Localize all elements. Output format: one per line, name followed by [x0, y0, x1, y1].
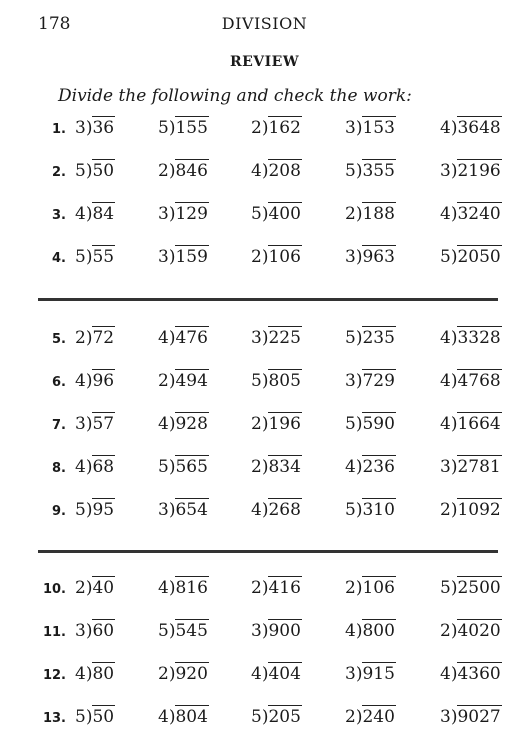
- divisor: 3: [345, 118, 356, 138]
- problem-row: [0, 498, 529, 526]
- division-problem: [345, 705, 396, 729]
- divisor: 4: [440, 204, 451, 224]
- division-problem: [75, 455, 115, 479]
- row-number: 7.: [52, 418, 66, 433]
- dividend: 3648: [457, 118, 501, 138]
- dividend: 225: [268, 328, 301, 348]
- problem-row: [0, 619, 529, 647]
- division-problem: [251, 619, 302, 643]
- divisor: 4: [75, 371, 86, 391]
- divisor: 3: [158, 500, 169, 520]
- division-problem: [251, 369, 302, 393]
- division-problem: [158, 705, 209, 729]
- division-bracket-icon: ): [450, 621, 458, 641]
- division-problem: [75, 412, 115, 436]
- divisor: 4: [440, 328, 451, 348]
- division-bracket-icon: ): [355, 707, 363, 727]
- division-bracket-icon: ): [261, 328, 269, 348]
- row-number: 5.: [52, 332, 66, 347]
- division-problem: [440, 705, 502, 729]
- division-problem: [345, 662, 396, 686]
- row-number: 11.: [42, 625, 66, 640]
- row-number: 2.: [52, 165, 66, 180]
- division-problem: [440, 455, 502, 479]
- division-problem: [440, 116, 502, 140]
- division-problem: [251, 159, 302, 183]
- division-bracket-icon: ): [261, 621, 269, 641]
- division-problem: [345, 326, 396, 350]
- division-bracket-icon: ): [85, 664, 93, 684]
- divisor: 2: [251, 578, 262, 598]
- section-divider: [38, 550, 498, 553]
- divisor: 2: [251, 414, 262, 434]
- dividend: 50: [92, 161, 115, 181]
- division-problem: [345, 159, 396, 183]
- dividend: 310: [362, 500, 395, 520]
- divisor: 5: [251, 204, 262, 224]
- divisor: 3: [158, 247, 169, 267]
- division-bracket-icon: ): [168, 414, 176, 434]
- division-bracket-icon: ): [168, 707, 176, 727]
- division-bracket-icon: ): [450, 664, 458, 684]
- division-problem: [251, 455, 302, 479]
- division-bracket-icon: ): [355, 161, 363, 181]
- division-bracket-icon: ): [85, 161, 93, 181]
- dividend: 565: [175, 457, 208, 477]
- division-bracket-icon: ): [168, 118, 176, 138]
- division-bracket-icon: ): [168, 578, 176, 598]
- division-problem: [440, 326, 502, 350]
- problem-row: [0, 412, 529, 440]
- divisor: 5: [345, 500, 356, 520]
- division-problem: [251, 202, 302, 226]
- division-problem: [75, 705, 115, 729]
- problem-row: [0, 705, 529, 733]
- dividend: 3328: [457, 328, 501, 348]
- dividend: 72: [92, 328, 115, 348]
- division-bracket-icon: ): [450, 371, 458, 391]
- divisor: 4: [440, 414, 451, 434]
- division-bracket-icon: ): [168, 500, 176, 520]
- division-bracket-icon: ): [355, 414, 363, 434]
- division-bracket-icon: ): [450, 247, 458, 267]
- row-number: 13.: [42, 711, 66, 726]
- dividend: 2500: [457, 578, 501, 598]
- problem-row: [0, 202, 529, 230]
- dividend: 400: [268, 204, 301, 224]
- divisor: 2: [345, 204, 356, 224]
- divisor: 4: [251, 161, 262, 181]
- dividend: 235: [362, 328, 395, 348]
- division-problem: [158, 576, 209, 600]
- division-problem: [345, 202, 396, 226]
- division-bracket-icon: ): [450, 500, 458, 520]
- division-bracket-icon: ): [261, 414, 269, 434]
- dividend: 3240: [457, 204, 501, 224]
- division-bracket-icon: ): [355, 578, 363, 598]
- divisor: 4: [251, 500, 262, 520]
- dividend: 268: [268, 500, 301, 520]
- dividend: 590: [362, 414, 395, 434]
- division-problem: [440, 245, 502, 269]
- dividend: 4020: [457, 621, 501, 641]
- divisor: 2: [75, 578, 86, 598]
- division-bracket-icon: ): [85, 371, 93, 391]
- divisor: 3: [440, 161, 451, 181]
- running-head: DIVISION: [221, 14, 308, 33]
- division-bracket-icon: ): [355, 118, 363, 138]
- division-bracket-icon: ): [450, 578, 458, 598]
- dividend: 50: [92, 707, 115, 727]
- division-problem: [251, 326, 302, 350]
- dividend: 205: [268, 707, 301, 727]
- divisor: 4: [345, 457, 356, 477]
- divisor: 5: [251, 707, 262, 727]
- divisor: 4: [251, 664, 262, 684]
- divisor: 5: [75, 247, 86, 267]
- division-problem: [440, 412, 502, 436]
- division-problem: [75, 116, 115, 140]
- divisor: 3: [158, 204, 169, 224]
- division-problem: [251, 576, 302, 600]
- divisor: 5: [158, 118, 169, 138]
- row-number: 8.: [52, 461, 66, 476]
- division-problem: [251, 116, 302, 140]
- division-problem: [345, 116, 396, 140]
- dividend: 106: [362, 578, 395, 598]
- division-problem: [75, 498, 115, 522]
- division-bracket-icon: ): [261, 500, 269, 520]
- divisor: 5: [158, 457, 169, 477]
- division-problem: [158, 159, 209, 183]
- problem-row: [0, 455, 529, 483]
- dividend: 2050: [457, 247, 501, 267]
- division-bracket-icon: ): [261, 118, 269, 138]
- dividend: 55: [92, 247, 115, 267]
- division-bracket-icon: ): [168, 621, 176, 641]
- dividend: 2781: [457, 457, 501, 477]
- dividend: 9027: [457, 707, 501, 727]
- dividend: 236: [362, 457, 395, 477]
- divisor: 4: [440, 371, 451, 391]
- division-bracket-icon: ): [450, 707, 458, 727]
- divisor: 5: [440, 247, 451, 267]
- division-problem: [251, 705, 302, 729]
- division-problem: [158, 498, 209, 522]
- divisor: 4: [75, 664, 86, 684]
- division-bracket-icon: ): [85, 247, 93, 267]
- division-bracket-icon: ): [450, 161, 458, 181]
- divisor: 3: [75, 414, 86, 434]
- divisor: 2: [251, 247, 262, 267]
- division-problem: [345, 576, 396, 600]
- dividend: 900: [268, 621, 301, 641]
- division-problem: [158, 455, 209, 479]
- division-problem: [345, 455, 396, 479]
- division-bracket-icon: ): [168, 371, 176, 391]
- dividend: 80: [92, 664, 115, 684]
- divisor: 2: [440, 500, 451, 520]
- division-bracket-icon: ): [261, 457, 269, 477]
- divisor: 5: [345, 328, 356, 348]
- problem-row: [0, 159, 529, 187]
- division-problem: [75, 159, 115, 183]
- dividend: 96: [92, 371, 115, 391]
- divisor: 3: [440, 457, 451, 477]
- division-problem: [158, 662, 209, 686]
- instructions: Divide the following and check the work:: [58, 86, 412, 106]
- division-problem: [158, 245, 209, 269]
- divisor: 3: [251, 328, 262, 348]
- divisor: 5: [345, 414, 356, 434]
- divisor: 5: [440, 578, 451, 598]
- division-bracket-icon: ): [85, 457, 93, 477]
- divisor: 4: [158, 414, 169, 434]
- dividend: 729: [362, 371, 395, 391]
- division-bracket-icon: ): [355, 371, 363, 391]
- divisor: 3: [251, 621, 262, 641]
- division-problem: [75, 245, 115, 269]
- division-bracket-icon: ): [261, 204, 269, 224]
- division-bracket-icon: ): [450, 414, 458, 434]
- dividend: 494: [175, 371, 208, 391]
- division-bracket-icon: ): [261, 161, 269, 181]
- division-problem: [158, 369, 209, 393]
- division-problem: [75, 576, 115, 600]
- row-number: 1.: [52, 122, 66, 137]
- division-bracket-icon: ): [261, 664, 269, 684]
- division-bracket-icon: ): [168, 204, 176, 224]
- dividend: 155: [175, 118, 208, 138]
- division-bracket-icon: ): [168, 161, 176, 181]
- divisor: 2: [345, 707, 356, 727]
- division-bracket-icon: ): [85, 578, 93, 598]
- division-problem: [75, 662, 115, 686]
- divisor: 2: [251, 457, 262, 477]
- divisor: 2: [158, 161, 169, 181]
- problem-row: [0, 326, 529, 354]
- dividend: 545: [175, 621, 208, 641]
- division-problem: [75, 326, 115, 350]
- division-bracket-icon: ): [355, 621, 363, 641]
- division-bracket-icon: ): [450, 204, 458, 224]
- dividend: 654: [175, 500, 208, 520]
- division-problem: [345, 412, 396, 436]
- section-title: REVIEW: [229, 54, 300, 70]
- division-problem: [158, 326, 209, 350]
- problem-row: [0, 369, 529, 397]
- page-number: 178: [38, 14, 71, 34]
- row-number: 9.: [52, 504, 66, 519]
- divisor: 4: [440, 664, 451, 684]
- division-problem: [158, 412, 209, 436]
- division-bracket-icon: ): [85, 414, 93, 434]
- dividend: 106: [268, 247, 301, 267]
- division-bracket-icon: ): [261, 247, 269, 267]
- divisor: 5: [345, 161, 356, 181]
- division-problem: [158, 202, 209, 226]
- divisor: 5: [251, 371, 262, 391]
- dividend: 159: [175, 247, 208, 267]
- division-problem: [440, 662, 502, 686]
- division-bracket-icon: ): [450, 457, 458, 477]
- division-bracket-icon: ): [85, 118, 93, 138]
- division-bracket-icon: ): [85, 707, 93, 727]
- division-problem: [440, 202, 502, 226]
- division-bracket-icon: ): [261, 371, 269, 391]
- dividend: 60: [92, 621, 115, 641]
- division-bracket-icon: ): [85, 204, 93, 224]
- divisor: 4: [75, 457, 86, 477]
- divisor: 4: [158, 578, 169, 598]
- divisor: 4: [440, 118, 451, 138]
- divisor: 5: [75, 161, 86, 181]
- division-bracket-icon: ): [355, 457, 363, 477]
- row-number: 4.: [52, 251, 66, 266]
- row-number: 10.: [42, 582, 66, 597]
- row-number: 6.: [52, 375, 66, 390]
- dividend: 40: [92, 578, 115, 598]
- division-bracket-icon: ): [85, 328, 93, 348]
- dividend: 928: [175, 414, 208, 434]
- division-problem: [75, 619, 115, 643]
- divisor: 3: [75, 621, 86, 641]
- divisor: 3: [75, 118, 86, 138]
- dividend: 36: [92, 118, 115, 138]
- dividend: 920: [175, 664, 208, 684]
- divisor: 2: [158, 371, 169, 391]
- division-problem: [440, 619, 502, 643]
- problem-row: [0, 662, 529, 690]
- division-bracket-icon: ): [355, 664, 363, 684]
- dividend: 834: [268, 457, 301, 477]
- divisor: 2: [158, 664, 169, 684]
- division-bracket-icon: ): [168, 457, 176, 477]
- division-bracket-icon: ): [355, 247, 363, 267]
- dividend: 188: [362, 204, 395, 224]
- dividend: 816: [175, 578, 208, 598]
- dividend: 4768: [457, 371, 501, 391]
- division-bracket-icon: ): [168, 247, 176, 267]
- problem-row: [0, 576, 529, 604]
- divisor: 4: [75, 204, 86, 224]
- dividend: 162: [268, 118, 301, 138]
- divisor: 2: [345, 578, 356, 598]
- divisor: 2: [251, 118, 262, 138]
- division-problem: [75, 202, 115, 226]
- dividend: 1664: [457, 414, 501, 434]
- division-problem: [158, 619, 209, 643]
- dividend: 68: [92, 457, 115, 477]
- dividend: 404: [268, 664, 301, 684]
- division-bracket-icon: ): [355, 204, 363, 224]
- division-problem: [75, 369, 115, 393]
- division-problem: [158, 116, 209, 140]
- division-problem: [440, 498, 502, 522]
- divisor: 3: [345, 664, 356, 684]
- dividend: 4360: [457, 664, 501, 684]
- division-problem: [440, 576, 502, 600]
- dividend: 846: [175, 161, 208, 181]
- divisor: 3: [345, 247, 356, 267]
- dividend: 95: [92, 500, 115, 520]
- division-bracket-icon: ): [168, 328, 176, 348]
- division-problem: [345, 498, 396, 522]
- divisor: 3: [345, 371, 356, 391]
- problem-row: [0, 116, 529, 144]
- dividend: 355: [362, 161, 395, 181]
- dividend: 2196: [457, 161, 501, 181]
- division-bracket-icon: ): [450, 328, 458, 348]
- divisor: 5: [75, 500, 86, 520]
- dividend: 153: [362, 118, 395, 138]
- divisor: 2: [75, 328, 86, 348]
- divisor: 4: [158, 707, 169, 727]
- problem-row: [0, 245, 529, 273]
- division-bracket-icon: ): [355, 500, 363, 520]
- row-number: 12.: [42, 668, 66, 683]
- division-problem: [440, 159, 502, 183]
- division-bracket-icon: ): [355, 328, 363, 348]
- dividend: 1092: [457, 500, 501, 520]
- division-problem: [345, 369, 396, 393]
- dividend: 804: [175, 707, 208, 727]
- dividend: 196: [268, 414, 301, 434]
- dividend: 805: [268, 371, 301, 391]
- dividend: 476: [175, 328, 208, 348]
- dividend: 963: [362, 247, 395, 267]
- dividend: 129: [175, 204, 208, 224]
- divisor: 5: [75, 707, 86, 727]
- row-number: 3.: [52, 208, 66, 223]
- division-bracket-icon: ): [261, 707, 269, 727]
- division-problem: [251, 412, 302, 436]
- division-problem: [345, 245, 396, 269]
- divisor: 4: [158, 328, 169, 348]
- divisor: 3: [440, 707, 451, 727]
- dividend: 800: [362, 621, 395, 641]
- division-problem: [440, 369, 502, 393]
- dividend: 84: [92, 204, 115, 224]
- divisor: 4: [345, 621, 356, 641]
- division-bracket-icon: ): [168, 664, 176, 684]
- divisor: 2: [440, 621, 451, 641]
- dividend: 915: [362, 664, 395, 684]
- division-problem: [345, 619, 396, 643]
- division-problem: [251, 498, 302, 522]
- dividend: 240: [362, 707, 395, 727]
- division-bracket-icon: ): [85, 621, 93, 641]
- division-bracket-icon: ): [450, 118, 458, 138]
- section-divider: [38, 298, 498, 301]
- division-bracket-icon: ): [85, 500, 93, 520]
- division-problem: [251, 662, 302, 686]
- dividend: 208: [268, 161, 301, 181]
- dividend: 416: [268, 578, 301, 598]
- divisor: 5: [158, 621, 169, 641]
- division-problem: [251, 245, 302, 269]
- dividend: 57: [92, 414, 115, 434]
- division-bracket-icon: ): [261, 578, 269, 598]
